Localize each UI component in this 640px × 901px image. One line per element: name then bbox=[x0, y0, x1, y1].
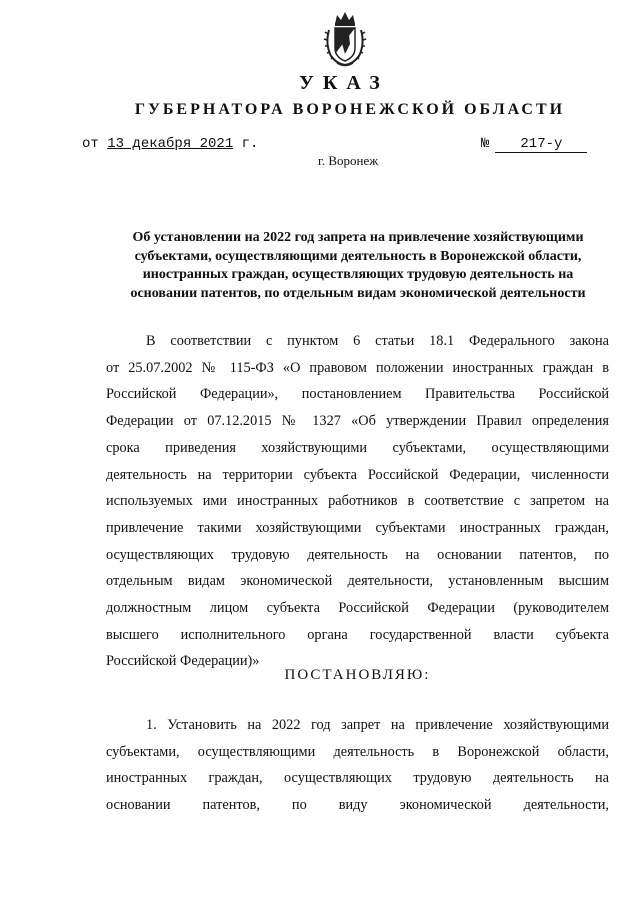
date-prefix: от bbox=[82, 136, 99, 152]
document-number bbox=[481, 136, 587, 153]
date-value: 13 декабря 2021 bbox=[107, 136, 234, 152]
preamble-line: высшего исполнительного органа государственной власти субъекта bbox=[106, 626, 609, 643]
preamble-line: привлечение такими хозяйствующими субъектами иностранных граждан, bbox=[106, 519, 609, 536]
preamble-line: осуществляющих трудовую деятельность на основании патентов, по bbox=[106, 546, 609, 563]
item-line: основании патентов, по виду экономической деятельности, bbox=[106, 797, 609, 814]
document-heading bbox=[108, 229, 608, 303]
item-line: 1. Установить на 2022 год запрет на привлечение хозяйствующими bbox=[146, 717, 609, 733]
heading-line: субъектами, осуществляющими деятельность в Воронежской области, bbox=[134, 248, 582, 264]
document-city: г. Воронеж bbox=[318, 153, 379, 168]
item-line: иностранных граждан, осуществляющих трудовую деятельность на bbox=[106, 770, 609, 787]
preamble-line: В соответствии с пунктом 6 статьи 18.1 Федерального закона bbox=[146, 333, 609, 349]
preamble-line: Федерации от 07.12.2015 № 1327 «Об утверждении Правил определения bbox=[106, 413, 609, 430]
date-suffix: г. bbox=[241, 136, 259, 152]
preamble-line: Российской Федерации», постановлением Правительства Российской bbox=[106, 386, 609, 403]
document-issuer: ГУБЕРНАТОРА ВОРОНЕЖСКОЙ ОБЛАСТИ bbox=[134, 101, 566, 118]
item-1-paragraph bbox=[106, 712, 609, 819]
decree-word: ПОСТАНОВЛЯЮ: bbox=[284, 667, 431, 683]
preamble-line: используемых ими иностранных работников в соответствие с запретом на bbox=[106, 493, 609, 510]
number-prefix: № bbox=[481, 136, 490, 152]
preamble-line: деятельность на территории субъекта Российской Федерации, численности bbox=[106, 466, 609, 483]
heading-line: иностранных граждан, осуществляющих трудовую деятельность на bbox=[142, 267, 574, 282]
coat-of-arms-icon bbox=[323, 10, 367, 68]
preamble-line: должностным лицом субъекта Российской Федерации (руководителем bbox=[106, 600, 609, 617]
preamble-line: срока приведения хозяйствующими субъектами, осуществляющими bbox=[106, 439, 609, 456]
preamble-line: от 25.07.2002 № 115-ФЗ «О правовом положении иностранных граждан в bbox=[106, 359, 609, 376]
preamble-line: Российской Федерации)» bbox=[106, 653, 260, 670]
number-value: 217-у bbox=[495, 137, 587, 153]
document-title: УКАЗ bbox=[299, 72, 389, 94]
heading-line: основании патентов, по отдельным видам экономической деятельности bbox=[130, 285, 586, 301]
heading-line: Об установлении на 2022 год запрета на привлечение хозяйствующими bbox=[132, 230, 584, 245]
item-line: субъектами, осуществляющими деятельность в Воронежской области, bbox=[106, 743, 609, 760]
document-date bbox=[82, 136, 258, 152]
preamble-paragraph bbox=[106, 328, 609, 675]
preamble-line: отдельным видам экономической деятельности, установленным высшим bbox=[106, 573, 609, 590]
